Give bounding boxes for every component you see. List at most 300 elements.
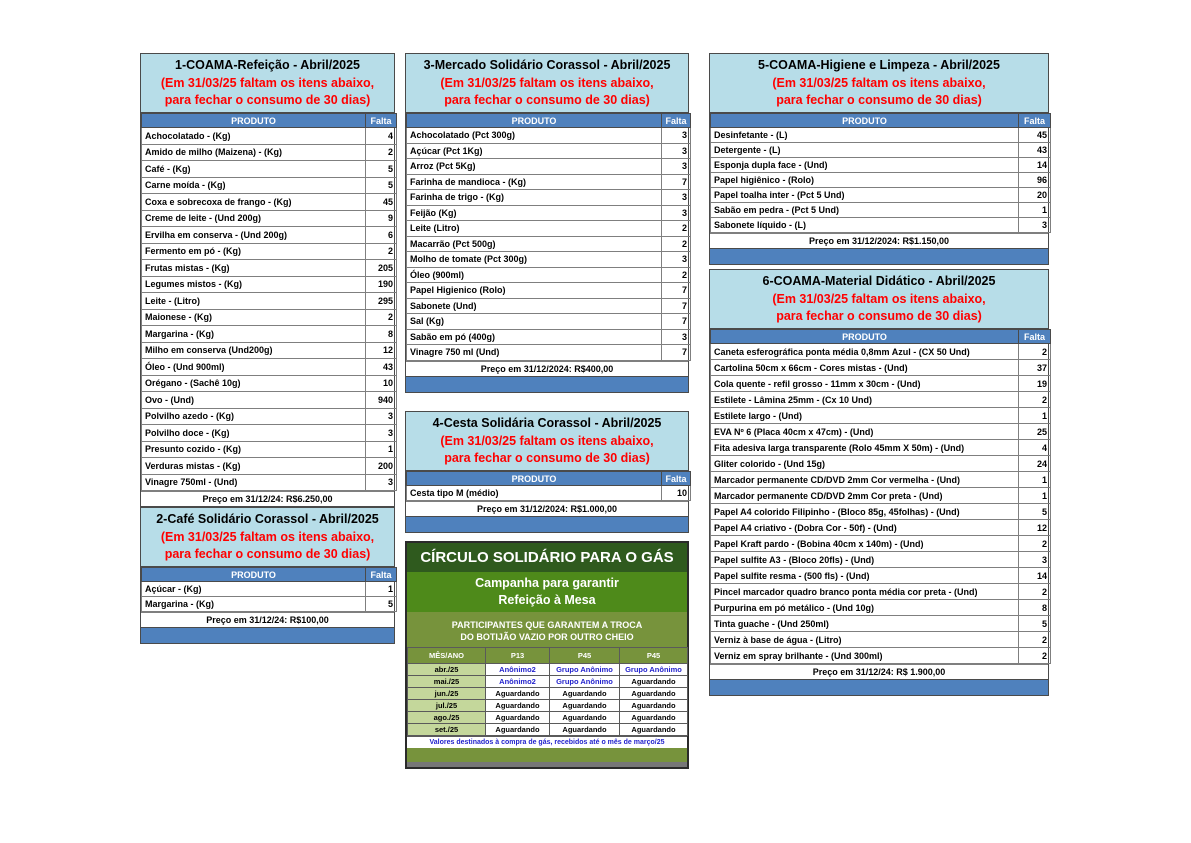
block-subtitle-2: para fechar o consumo de 30 dias) [164, 547, 371, 561]
gas-campaign-line-2: Refeição à Mesa [498, 593, 596, 607]
table-row [142, 342, 397, 359]
gas-p45-b: Aguardando [620, 676, 688, 688]
table-row [711, 376, 1051, 392]
product-name: Verniz à base de água - (Litro) [711, 632, 1019, 648]
table-row [711, 344, 1051, 360]
footer-bar [710, 679, 1048, 695]
product-name: Verniz em spray brilhante - (Und 300ml) [711, 648, 1019, 664]
table-row [407, 128, 691, 144]
table-row [711, 203, 1051, 218]
block-title: 1-COAMA-Refeição - Abril/2025 [175, 58, 360, 72]
table-row [711, 143, 1051, 158]
table-row [711, 188, 1051, 203]
product-name: Gliter colorido - (Und 15g) [711, 456, 1019, 472]
missing-qty: 45 [366, 194, 397, 211]
items-table [710, 329, 1051, 664]
missing-qty: 205 [366, 260, 397, 277]
table-row [142, 243, 397, 260]
product-name: Detergente - (L) [711, 143, 1019, 158]
missing-qty: 3 [662, 190, 691, 206]
missing-qty: 7 [662, 314, 691, 330]
gas-col-p13: P13 [486, 648, 550, 664]
table-row [142, 128, 397, 145]
missing-qty: 3 [366, 474, 397, 491]
missing-qty: 5 [1019, 616, 1051, 632]
table-row [142, 326, 397, 343]
missing-qty: 2 [1019, 584, 1051, 600]
product-name: Amido de milho (Maizena) - (Kg) [142, 144, 366, 161]
missing-qty: 2 [1019, 632, 1051, 648]
block-subtitle-1: (Em 31/03/25 faltam os itens abaixo, [772, 76, 986, 90]
block-subtitle-2: para fechar o consumo de 30 dias) [164, 93, 371, 107]
table-row [711, 456, 1051, 472]
product-name: Frutas mistas - (Kg) [142, 260, 366, 277]
gas-row [408, 688, 688, 700]
gas-row [408, 664, 688, 676]
block-title: 6-COAMA-Material Didático - Abril/2025 [762, 274, 996, 288]
table-row [142, 582, 397, 597]
footer-bar [406, 376, 688, 392]
table-row [711, 536, 1051, 552]
block-subtitle-2: para fechar o consumo de 30 dias) [444, 93, 650, 107]
table-row [407, 283, 691, 299]
missing-qty: 9 [366, 210, 397, 227]
missing-qty: 3 [1019, 552, 1051, 568]
missing-qty: 25 [1019, 424, 1051, 440]
table-row [711, 632, 1051, 648]
product-name: Vinagre 750ml - (Und) [142, 474, 366, 491]
gas-month: set./25 [408, 724, 486, 736]
product-name: Creme de leite - (Und 200g) [142, 210, 366, 227]
table-row [142, 392, 397, 409]
missing-qty: 3 [662, 205, 691, 221]
gas-p13: Aguardando [486, 712, 550, 724]
table-row [142, 597, 397, 612]
missing-qty: 3 [366, 408, 397, 425]
missing-qty: 2 [366, 243, 397, 260]
product-name: Óleo (900ml) [407, 267, 662, 283]
gas-p45-b: Aguardando [620, 688, 688, 700]
table-row [711, 520, 1051, 536]
gas-participants-banner [407, 612, 687, 647]
price-line: Preço em 31/12/24: R$ 1.900,00 [710, 664, 1048, 679]
table-row [711, 440, 1051, 456]
missing-qty: 3 [1019, 218, 1051, 233]
product-name: Fita adesiva larga transparente (Rolo 45mm X 50m) - (Und) [711, 440, 1019, 456]
missing-qty: 10 [662, 486, 691, 501]
missing-qty: 4 [1019, 440, 1051, 456]
gas-p45-b: Aguardando [620, 724, 688, 736]
col-product-header: PRODUTO [711, 330, 1019, 344]
table-row [711, 552, 1051, 568]
table-row [711, 648, 1051, 664]
table-row [142, 144, 397, 161]
items-table [710, 113, 1051, 233]
gas-p45-a: Aguardando [550, 700, 620, 712]
table-row [407, 159, 691, 175]
table-row [711, 600, 1051, 616]
gas-row [408, 712, 688, 724]
table-row [711, 584, 1051, 600]
items-table [406, 113, 691, 361]
gas-p13: Anônimo2 [486, 676, 550, 688]
block-title: 2-Café Solidário Corassol - Abril/2025 [156, 512, 379, 526]
product-name: Orégano - (Sachê 10g) [142, 375, 366, 392]
gas-campaign-line-1: Campanha para garantir [475, 576, 619, 590]
block-header [710, 270, 1048, 329]
product-name: Sabão em pedra - (Pct 5 Und) [711, 203, 1019, 218]
product-name: Achocolatado (Pct 300g) [407, 128, 662, 144]
missing-qty: 1 [366, 582, 397, 597]
product-name: Vinagre 750 ml (Und) [407, 345, 662, 361]
missing-qty: 37 [1019, 360, 1051, 376]
missing-qty: 5 [366, 161, 397, 178]
missing-qty: 43 [366, 359, 397, 376]
product-name: Verduras mistas - (Kg) [142, 458, 366, 475]
missing-qty: 2 [662, 236, 691, 252]
product-name: Cartolina 50cm x 66cm - Cores mistas - (Und) [711, 360, 1019, 376]
table-row [711, 568, 1051, 584]
product-name: Sal (Kg) [407, 314, 662, 330]
product-name: Milho em conserva (Und200g) [142, 342, 366, 359]
missing-qty: 12 [366, 342, 397, 359]
gas-p45-a: Aguardando [550, 724, 620, 736]
table-row [407, 267, 691, 283]
table-row [142, 227, 397, 244]
table-row [407, 143, 691, 159]
block-subtitle-2: para fechar o consumo de 30 dias) [776, 309, 982, 323]
missing-qty: 5 [366, 177, 397, 194]
product-name: Estilete - Lâmina 25mm - (Cx 10 Und) [711, 392, 1019, 408]
block-header [710, 54, 1048, 113]
product-name: Caneta esferográfica ponta média 0,8mm Azul - (CX 50 Und) [711, 344, 1019, 360]
items-table [141, 113, 397, 491]
product-name: Pincel marcador quadro branco ponta média cor preta - (Und) [711, 584, 1019, 600]
missing-qty: 1 [1019, 472, 1051, 488]
missing-qty: 19 [1019, 376, 1051, 392]
col-product-header: PRODUTO [142, 114, 366, 128]
gas-month: jul./25 [408, 700, 486, 712]
footer-bar [406, 516, 688, 532]
product-name: Coxa e sobrecoxa de frango - (Kg) [142, 194, 366, 211]
col-missing-header: Falta [366, 114, 397, 128]
missing-qty: 14 [1019, 158, 1051, 173]
missing-qty: 43 [1019, 143, 1051, 158]
product-name: Feijão (Kg) [407, 205, 662, 221]
missing-qty: 4 [366, 128, 397, 145]
gas-p45-a: Aguardando [550, 688, 620, 700]
table-row [142, 177, 397, 194]
product-name: Farinha de mandioca - (Kg) [407, 174, 662, 190]
gas-campaign [405, 541, 689, 769]
block-higiene [709, 53, 1049, 265]
product-name: Cesta tipo M (médio) [407, 486, 662, 501]
product-name: Café - (Kg) [142, 161, 366, 178]
block-subtitle-2: para fechar o consumo de 30 dias) [444, 451, 650, 465]
table-row [142, 441, 397, 458]
missing-qty: 190 [366, 276, 397, 293]
gas-table [407, 647, 688, 736]
table-row [711, 218, 1051, 233]
gas-p45-a: Aguardando [550, 712, 620, 724]
product-name: Sabão em pó (400g) [407, 329, 662, 345]
missing-qty: 2 [366, 309, 397, 326]
product-name: Fermento em pó - (Kg) [142, 243, 366, 260]
product-name: Presunto cozido - (Kg) [142, 441, 366, 458]
missing-qty: 6 [366, 227, 397, 244]
gas-p45-b: Aguardando [620, 712, 688, 724]
table-row [142, 161, 397, 178]
gas-month: abr./25 [408, 664, 486, 676]
product-name: Leite - (Litro) [142, 293, 366, 310]
missing-qty: 12 [1019, 520, 1051, 536]
product-name: Açúcar (Pct 1Kg) [407, 143, 662, 159]
product-name: Legumes mistos - (Kg) [142, 276, 366, 293]
table-row [711, 408, 1051, 424]
missing-qty: 1 [1019, 488, 1051, 504]
price-line: Preço em 31/12/24: R$100,00 [141, 612, 394, 627]
product-name: Papel Higienico (Rolo) [407, 283, 662, 299]
gas-p13: Aguardando [486, 724, 550, 736]
table-row [711, 128, 1051, 143]
gas-p13: Aguardando [486, 700, 550, 712]
product-name: Papel Kraft pardo - (Bobina 40cm x 140m) - (Und) [711, 536, 1019, 552]
missing-qty: 5 [1019, 504, 1051, 520]
product-name: Marcador permanente CD/DVD 2mm Cor preta - (Und) [711, 488, 1019, 504]
table-row [407, 298, 691, 314]
block-refeicao [140, 53, 395, 523]
col-missing-header: Falta [1019, 330, 1051, 344]
missing-qty: 940 [366, 392, 397, 409]
table-row [711, 173, 1051, 188]
missing-qty: 7 [662, 298, 691, 314]
product-name: Marcador permanente CD/DVD 2mm Cor vermelha - (Und) [711, 472, 1019, 488]
price-line: Preço em 31/12/2024: R$400,00 [406, 361, 688, 376]
product-name: Óleo - (Und 900ml) [142, 359, 366, 376]
product-name: Polvilho azedo - (Kg) [142, 408, 366, 425]
product-name: Carne moída - (Kg) [142, 177, 366, 194]
missing-qty: 3 [662, 159, 691, 175]
gas-p45-a: Grupo Anônimo [550, 664, 620, 676]
block-cafe [140, 507, 395, 644]
table-row [711, 504, 1051, 520]
price-line: Preço em 31/12/2024: R$1.150,00 [710, 233, 1048, 248]
price-line: Preço em 31/12/24: R$6.250,00 [141, 491, 394, 506]
gas-p13: Anônimo2 [486, 664, 550, 676]
table-row [407, 221, 691, 237]
product-name: Molho de tomate (Pct 300g) [407, 252, 662, 268]
table-row [407, 236, 691, 252]
gas-note: Valores destinados à compra de gás, recebidos até o mês de março/25 [407, 736, 687, 748]
block-header [141, 54, 394, 113]
missing-qty: 200 [366, 458, 397, 475]
product-name: Purpurina em pó metálico - (Und 10g) [711, 600, 1019, 616]
missing-qty: 2 [1019, 344, 1051, 360]
col-missing-header: Falta [1019, 114, 1051, 128]
table-row [711, 360, 1051, 376]
block-title: 5-COAMA-Higiene e Limpeza - Abril/2025 [758, 58, 1000, 72]
table-row [711, 472, 1051, 488]
gas-p45-b: Aguardando [620, 700, 688, 712]
block-mercado [405, 53, 689, 393]
block-header [406, 412, 688, 471]
missing-qty: 2 [366, 144, 397, 161]
missing-qty: 7 [662, 345, 691, 361]
product-name: Papel sulfite A3 - (Bloco 20fls) - (Und) [711, 552, 1019, 568]
col-product-header: PRODUTO [407, 472, 662, 486]
gas-month: mai./25 [408, 676, 486, 688]
table-row [142, 293, 397, 310]
product-name: Desinfetante - (L) [711, 128, 1019, 143]
gas-col-p45-a: P45 [550, 648, 620, 664]
table-row [407, 486, 691, 501]
col-product-header: PRODUTO [142, 568, 366, 582]
table-row [142, 210, 397, 227]
table-row [407, 174, 691, 190]
missing-qty: 1 [1019, 203, 1051, 218]
table-row [142, 359, 397, 376]
gas-month: jun./25 [408, 688, 486, 700]
product-name: Macarrão (Pct 500g) [407, 236, 662, 252]
table-row [142, 458, 397, 475]
product-name: Cola quente - refil grosso - 11mm x 30cm - (Und) [711, 376, 1019, 392]
table-row [711, 488, 1051, 504]
block-subtitle-1: (Em 31/03/25 faltam os itens abaixo, [440, 76, 654, 90]
missing-qty: 3 [662, 329, 691, 345]
missing-qty: 1 [366, 441, 397, 458]
table-row [142, 276, 397, 293]
gas-row [408, 676, 688, 688]
missing-qty: 10 [366, 375, 397, 392]
product-name: Papel A4 criativo - (Dobra Cor - 50f) - (Und) [711, 520, 1019, 536]
missing-qty: 2 [1019, 648, 1051, 664]
gas-campaign-banner [407, 572, 687, 612]
table-row [142, 425, 397, 442]
product-name: Ervilha em conserva - (Und 200g) [142, 227, 366, 244]
missing-qty: 3 [366, 425, 397, 442]
items-table [141, 567, 397, 612]
gas-col-p45-b: P45 [620, 648, 688, 664]
product-name: Arroz (Pct 5Kg) [407, 159, 662, 175]
block-subtitle-2: para fechar o consumo de 30 dias) [776, 93, 982, 107]
col-missing-header: Falta [366, 568, 397, 582]
product-name: Esponja dupla face - (Und) [711, 158, 1019, 173]
gas-participants-line-2: DO BOTIJÃO VAZIO POR OUTRO CHEIO [460, 632, 634, 642]
product-name: Leite (Litro) [407, 221, 662, 237]
table-row [142, 309, 397, 326]
product-name: Margarina - (Kg) [142, 597, 366, 612]
missing-qty: 3 [662, 143, 691, 159]
product-name: Polvilho doce - (Kg) [142, 425, 366, 442]
missing-qty: 7 [662, 283, 691, 299]
missing-qty: 3 [662, 252, 691, 268]
table-row [142, 375, 397, 392]
product-name: EVA Nº 6 (Placa 40cm x 47cm) - (Und) [711, 424, 1019, 440]
block-subtitle-1: (Em 31/03/25 faltam os itens abaixo, [772, 292, 986, 306]
block-title: 3-Mercado Solidário Corassol - Abril/2025 [423, 58, 671, 72]
block-subtitle-1: (Em 31/03/25 faltam os itens abaixo, [160, 76, 375, 90]
product-name: Margarina - (Kg) [142, 326, 366, 343]
missing-qty: 7 [662, 174, 691, 190]
block-header [141, 508, 394, 567]
block-subtitle-1: (Em 31/03/25 faltam os itens abaixo, [160, 530, 375, 544]
missing-qty: 2 [662, 221, 691, 237]
gas-row [408, 724, 688, 736]
col-product-header: PRODUTO [407, 114, 662, 128]
table-row [407, 252, 691, 268]
table-row [407, 345, 691, 361]
missing-qty: 295 [366, 293, 397, 310]
gas-p45-b: Grupo Anônimo [620, 664, 688, 676]
block-subtitle-1: (Em 31/03/25 faltam os itens abaixo, [440, 434, 654, 448]
product-name: Papel A4 colorido Filipinho - (Bloco 85g, 45folhas) - (Und) [711, 504, 1019, 520]
price-line: Preço em 31/12/2024: R$1.000,00 [406, 501, 688, 516]
gas-row [408, 700, 688, 712]
product-name: Papel sulfite resma - (500 fls) - (Und) [711, 568, 1019, 584]
gas-col-month: MÊS/ANO [408, 648, 486, 664]
product-name: Papel higiênico - (Rolo) [711, 173, 1019, 188]
missing-qty: 5 [366, 597, 397, 612]
table-row [142, 474, 397, 491]
col-missing-header: Falta [662, 472, 691, 486]
missing-qty: 24 [1019, 456, 1051, 472]
missing-qty: 14 [1019, 568, 1051, 584]
gas-title: CÍRCULO SOLIDÁRIO PARA O GÁS [407, 543, 687, 572]
table-row [407, 329, 691, 345]
product-name: Ovo - (Und) [142, 392, 366, 409]
gas-participants-line-1: PARTICIPANTES QUE GARANTEM A TROCA [451, 620, 643, 630]
gas-p13: Aguardando [486, 688, 550, 700]
block-header [406, 54, 688, 113]
block-cesta [405, 411, 689, 533]
missing-qty: 8 [1019, 600, 1051, 616]
product-name: Achocolatado - (Kg) [142, 128, 366, 145]
table-row [407, 314, 691, 330]
table-row [407, 205, 691, 221]
product-name: Açúcar - (Kg) [142, 582, 366, 597]
missing-qty: 2 [1019, 536, 1051, 552]
table-row [711, 158, 1051, 173]
table-row [711, 424, 1051, 440]
product-name: Sabonete líquido - (L) [711, 218, 1019, 233]
table-row [711, 392, 1051, 408]
missing-qty: 1 [1019, 408, 1051, 424]
col-product-header: PRODUTO [711, 114, 1019, 128]
footer-bar [710, 248, 1048, 264]
block-material-didatico [709, 269, 1049, 696]
block-title: 4-Cesta Solidária Corassol - Abril/2025 [432, 416, 662, 430]
footer-bar [141, 627, 394, 643]
missing-qty: 96 [1019, 173, 1051, 188]
table-row [142, 260, 397, 277]
product-name: Estilete largo - (Und) [711, 408, 1019, 424]
product-name: Papel toalha inter - (Pct 5 Und) [711, 188, 1019, 203]
product-name: Maionese - (Kg) [142, 309, 366, 326]
items-table [406, 471, 691, 501]
gas-footer-bar [407, 748, 687, 762]
missing-qty: 20 [1019, 188, 1051, 203]
gas-p45-a: Grupo Anônimo [550, 676, 620, 688]
missing-qty: 2 [1019, 392, 1051, 408]
missing-qty: 3 [662, 128, 691, 144]
table-row [711, 616, 1051, 632]
table-row [407, 190, 691, 206]
table-row [142, 194, 397, 211]
gas-month: ago./25 [408, 712, 486, 724]
table-row [142, 408, 397, 425]
missing-qty: 45 [1019, 128, 1051, 143]
missing-qty: 2 [662, 267, 691, 283]
